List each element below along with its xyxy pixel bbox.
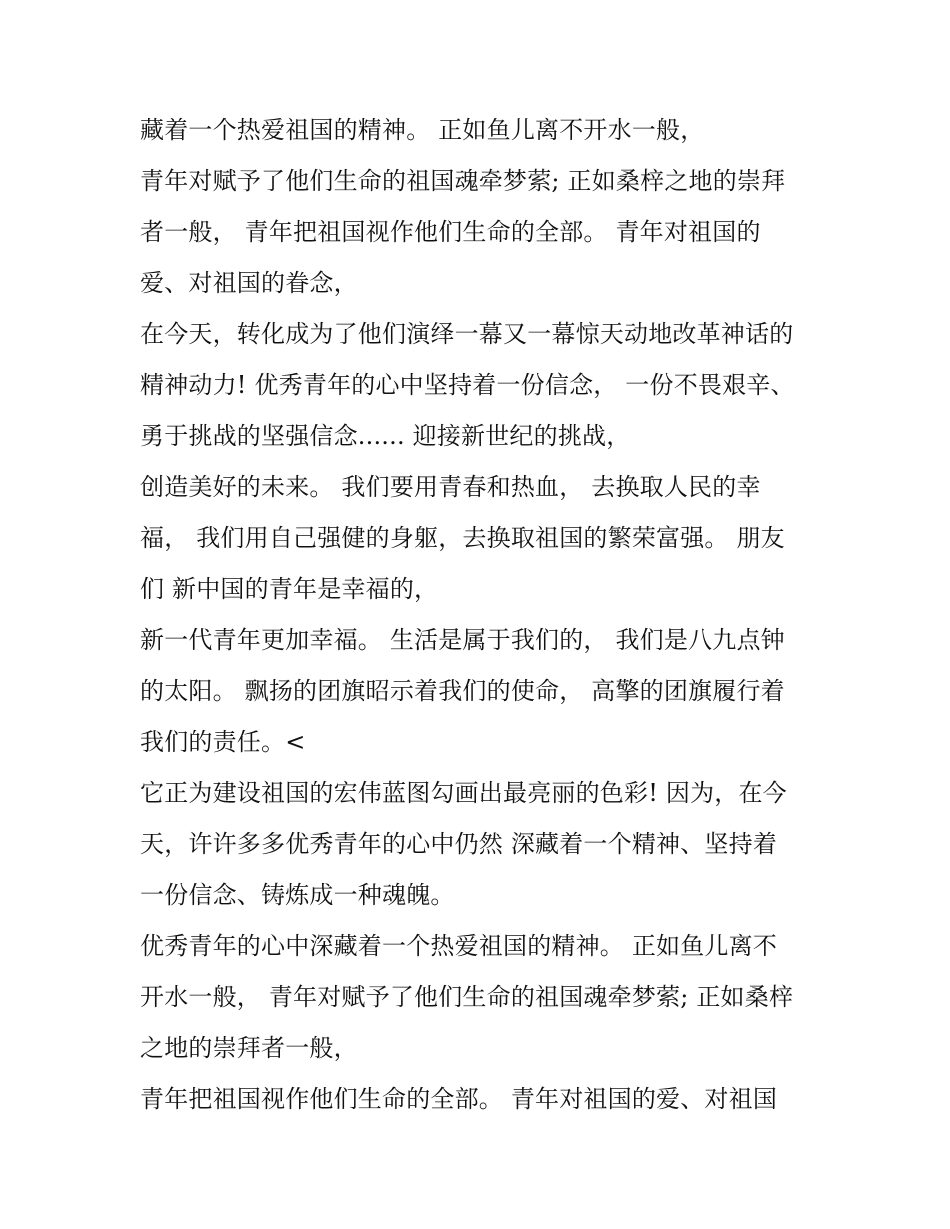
- text-line: 勇于挑战的坚强信念...... 迎接新世纪的挑战，: [140, 422, 631, 450]
- text-line: 它正为建设祖国的宏伟蓝图勾画出最亮丽的色彩! 因为，在今: [140, 779, 787, 807]
- text-line: 的太阳。 飘扬的团旗昭示着我们的使命， 高擎的团旗履行着: [140, 677, 785, 705]
- body-text: [140, 105, 820, 1125]
- text-line: 一份信念、铸炼成一种魂魄。: [140, 881, 455, 909]
- text-line: 福， 我们用自己强健的身躯，去换取祖国的繁荣富强。 朋友: [140, 524, 785, 552]
- text-line: 优秀青年的心中深藏着一个热爱祖国的精神。 正如鱼儿离不: [140, 932, 778, 960]
- text-line: 我们的责任。<: [140, 728, 306, 756]
- text-line: 之地的崇拜者一般，: [140, 1034, 358, 1062]
- text-line: 在今天，转化成为了他们演绎一幕又一幕惊天动地改革神话的: [140, 320, 794, 348]
- text-line: 者一般， 青年把祖国视作他们生命的全部。 青年对祖国的: [140, 218, 761, 246]
- text-line: 们 新中国的青年是幸福的，: [140, 575, 439, 603]
- text-line: 青年对赋予了他们生命的祖国魂牵梦萦; 正如桑梓之地的崇拜: [140, 167, 786, 195]
- text-line: 创造美好的未来。 我们要用青春和热血， 去换取人民的幸: [140, 473, 761, 501]
- text-line: 藏着一个热爱祖国的精神。 正如鱼儿离不开水一般，: [140, 116, 705, 144]
- text-line: 青年把祖国视作他们生命的全部。 青年对祖国的爱、对祖国: [140, 1085, 778, 1113]
- text-line: 新一代青年更加幸福。 生活是属于我们的， 我们是八九点钟: [140, 626, 785, 654]
- text-line: 爱、对祖国的眷念，: [140, 269, 358, 297]
- text-line: 精神动力! 优秀青年的心中坚持着一份信念， 一份不畏艰辛、: [140, 371, 795, 399]
- text-line: 天，许许多多优秀青年的心中仍然 深藏着一个精神、坚持着: [140, 830, 778, 858]
- text-line: 开水一般， 青年对赋予了他们生命的祖国魂牵梦萦; 正如桑梓: [140, 983, 794, 1011]
